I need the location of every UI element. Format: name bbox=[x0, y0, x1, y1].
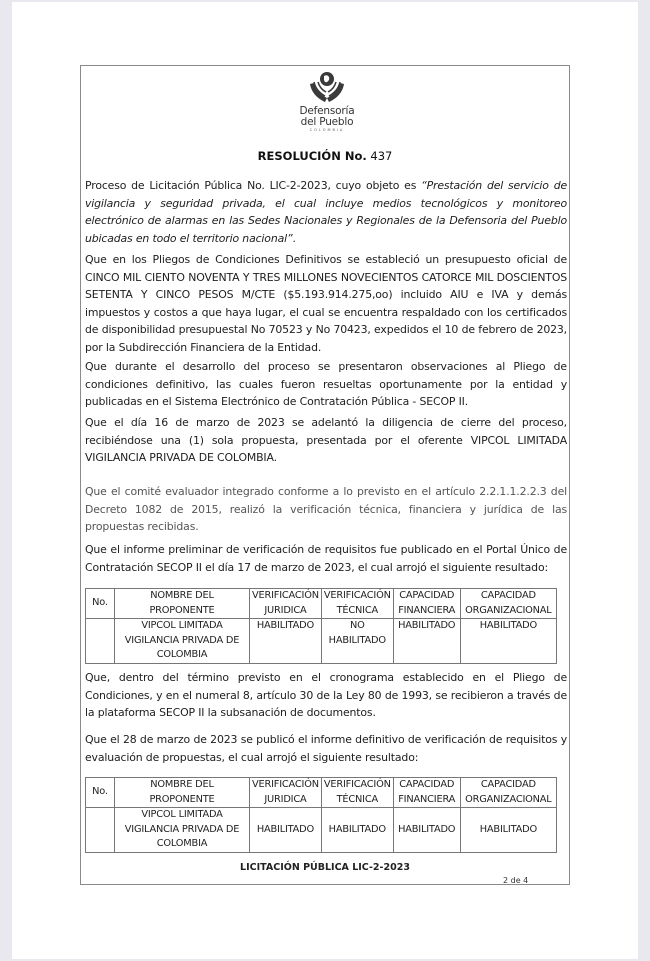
cell-no bbox=[86, 619, 115, 664]
col-financiera: CAPACIDAD FINANCIERA bbox=[393, 778, 460, 808]
paragraph-3: Que durante el desarrollo del proceso se presentaron observaciones al Pliego de condiciones definitivo, las cuales fueron resueltas oportunamente por la entidad y publicadas en el Sistema Electrónico de Contratación Pública - SECOP II. bbox=[85, 360, 567, 408]
col-juridica: VERIFICACIÓN JURIDICA bbox=[250, 778, 322, 808]
cell-financiera: HABILITADO bbox=[393, 808, 460, 853]
paragraph-6: Que el informe preliminar de verificación de requisitos fue publicado en el Portal Único de Contratación SECOP II el día 17 de marzo de 2023, el cual arrojó el siguiente resultado: bbox=[85, 543, 567, 574]
paragraph-4: Que el día 16 de marzo de 2023 se adelantó la diligencia de cierre del proceso, recibiéndose una (1) sola propuesta, presentada por el oferente VIPCOL LIMITADA VIGILANCIA PRIVADA DE COLOMBIA. bbox=[85, 416, 567, 464]
p1-italic: “Prestación del servicio de vigilancia y seguridad privada, el cual incluye medios tecnológicos y monitoreo electrónico de alarmas en las Sedes Nacionales y Regionales de la Defensoria del Pueblo ubicadas en todo el territorio nacional” bbox=[85, 179, 568, 245]
table-row bbox=[86, 808, 557, 853]
cell-no bbox=[86, 808, 115, 853]
col-financiera: CAPACIDAD FINANCIERA bbox=[393, 589, 460, 619]
page-number: 2 de 4 bbox=[503, 876, 529, 885]
cell-nombre: VIPCOL LIMITADA VIGILANCIA PRIVADA DE COLOMBIA bbox=[115, 619, 250, 664]
cell-nombre: VIPCOL LIMITADA VIGILANCIA PRIVADA DE COLOMBIA bbox=[115, 808, 250, 853]
paragraph-5: Que el comité evaluador integrado conforme a lo previsto en el artículo 2.2.1.1.2.2.3 del Decreto 1082 de 2015, realizó la verificación técnica, financiera y jurídica de las propuestas recibidas. bbox=[85, 485, 567, 533]
table-header-row bbox=[86, 589, 557, 619]
resolution-title bbox=[0, 149, 650, 163]
col-juridica: VERIFICACIÓN JURIDICA bbox=[250, 589, 322, 619]
paragraph-2: Que en los Pliegos de Condiciones Definitivos se estableció un presupuesto oficial de CINCO MIL CIENTO NOVENTA Y TRES MILLONES NOVECIENTOS CATORCE MIL DOSCIENTOS SETENTA Y CINCO PESOS M/CTE ($5.193.914.275,oo) incluido AIU e IVA y demás impuestos y costos a que haya lugar, el cual se encuentra respaldado con los certificados de disponibilidad presupuestal No 70523 y No 70423, expedidos el 10 de febrero de 2023, por la Subdirección Financiera de la Entidad. bbox=[85, 253, 567, 354]
resolution-number: 437 bbox=[370, 149, 393, 163]
footer-title: LICITACIÓN PÚBLICA LIC-2-2023 bbox=[240, 862, 410, 873]
cell-organizacional: HABILITADO bbox=[460, 619, 556, 664]
col-tecnica: VERIFICACIÓN TÉCNICA bbox=[321, 589, 393, 619]
table-row bbox=[86, 619, 557, 664]
final-results-table bbox=[85, 777, 557, 853]
cell-tecnica: NO HABILITADO bbox=[321, 619, 393, 664]
preliminary-results-table bbox=[85, 588, 557, 664]
logo-line-3: COLOMBIA bbox=[309, 128, 345, 132]
col-organizacional: CAPACIDAD ORGANIZACIONAL bbox=[460, 589, 556, 619]
defensoria-logo bbox=[296, 70, 358, 136]
hands-globe-icon bbox=[307, 70, 347, 106]
col-no: No. bbox=[86, 589, 115, 619]
cell-organizacional: HABILITADO bbox=[460, 808, 556, 853]
p1-start: Proceso de Licitación Pública No. LIC-2-2023, cuyo objeto es bbox=[85, 179, 422, 192]
col-nombre: NOMBRE DEL PROPONENTE bbox=[115, 589, 250, 619]
col-organizacional: CAPACIDAD ORGANIZACIONAL bbox=[460, 778, 556, 808]
cell-tecnica: HABILITADO bbox=[321, 808, 393, 853]
cell-financiera: HABILITADO bbox=[393, 619, 460, 664]
paragraph-1 bbox=[85, 177, 567, 247]
col-no: No. bbox=[86, 778, 115, 808]
logo-line-1: Defensoría bbox=[299, 105, 355, 117]
paragraph-8: Que el 28 de marzo de 2023 se publicó el informe definitivo de verificación de requisitos y evaluación de propuestas, el cual arrojó el siguiente resultado: bbox=[85, 733, 567, 764]
cell-juridica: HABILITADO bbox=[250, 619, 322, 664]
col-tecnica: VERIFICACIÓN TÉCNICA bbox=[321, 778, 393, 808]
cell-juridica: HABILITADO bbox=[250, 808, 322, 853]
col-nombre: NOMBRE DEL PROPONENTE bbox=[115, 778, 250, 808]
logo-line-2: del Pueblo bbox=[300, 116, 354, 128]
p1-end: . bbox=[292, 231, 296, 245]
table-header-row bbox=[86, 778, 557, 808]
resolution-label: RESOLUCIÓN No. bbox=[257, 149, 367, 163]
paragraph-7: Que, dentro del término previsto en el cronograma establecido en el Pliego de Condiciones, y en el numeral 8, artículo 30 de la Ley 80 de 1993, se recibieron a través de la plataforma SECOP II la subsanación de documentos. bbox=[85, 671, 567, 719]
